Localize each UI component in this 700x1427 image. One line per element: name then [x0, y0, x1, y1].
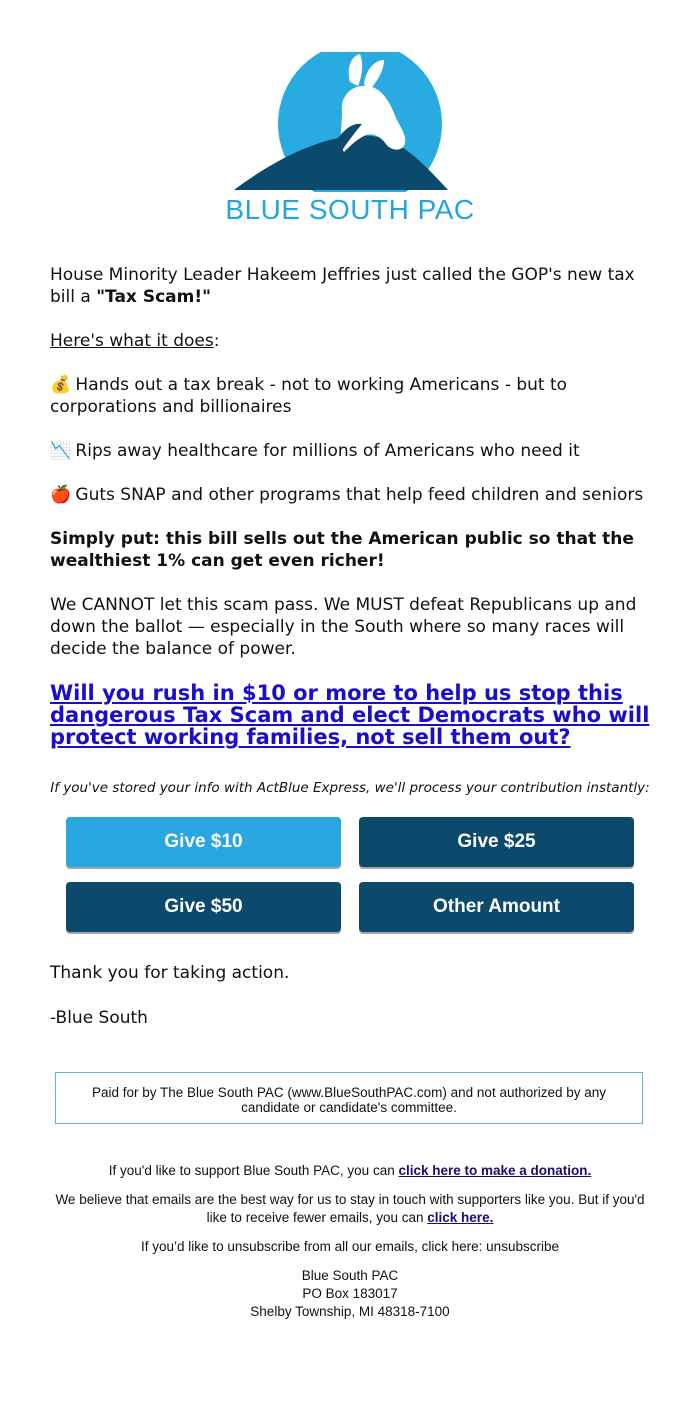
support-text: If you'd like to support Blue South PAC, you can	[108, 1163, 399, 1178]
donation-link[interactable]: click here to make a donation.	[398, 1163, 592, 1178]
give-10-button[interactable]: Give $10	[66, 817, 341, 867]
bullet-item	[50, 374, 652, 418]
fewer-emails-text: We believe that emails are the best way for us to stay in touch with supporters like you. But if you'd like to receive fewer emails, you can	[55, 1192, 645, 1225]
intro-bold: "Tax Scam!"	[96, 287, 211, 307]
bold-summary: Simply put: this bill sells out the American public so that the wealthiest 1% can get even richer!	[50, 529, 634, 571]
body-paragraph: We CANNOT let this scam pass. We MUST defeat Republicans up and down the ballot — especially in the South where so many races will decide the balance of power.	[50, 595, 637, 659]
intro-paragraph	[50, 264, 652, 308]
address-line: Blue South PAC	[301, 1268, 399, 1283]
section-heading-colon: :	[213, 331, 220, 351]
logo	[0, 40, 700, 240]
actblue-note: If you've stored your info with ActBlue Express, we'll process your contribution instantly:	[50, 780, 650, 796]
logo-text: BLUE SOUTH PAC	[225, 194, 475, 225]
section-heading	[50, 330, 652, 352]
mailing-address	[50, 1267, 650, 1321]
bullet-text: Guts SNAP and other programs that help feed children and seniors	[75, 485, 644, 505]
email-body	[50, 264, 652, 748]
donkey-logo-icon	[222, 52, 478, 192]
unsubscribe-text: If you’d like to unsubscribe from all our emails, click here:	[141, 1239, 487, 1254]
section-heading-text: Here's what it does	[50, 331, 214, 351]
fewer-emails-link[interactable]: click here.	[427, 1210, 494, 1225]
unsubscribe-link[interactable]: unsubscribe	[486, 1239, 559, 1254]
other-amount-button[interactable]: Other Amount	[359, 882, 634, 932]
closing	[50, 962, 652, 1052]
thanks-text: Thank you for taking action.	[50, 963, 290, 983]
bullet-text: Hands out a tax break - not to working Americans - but to corporations and billionaires	[50, 375, 568, 417]
money-bag-icon: 💰	[50, 375, 72, 395]
support-line	[50, 1162, 650, 1180]
paid-for-disclaimer: Paid for by The Blue South PAC (www.BlueSouthPAC.com) and not authorized by any candidate or candidate's committee.	[55, 1072, 643, 1124]
apple-icon: 🍎	[50, 485, 72, 505]
chart-decreasing-icon: 📉	[50, 441, 72, 461]
fewer-emails-line	[50, 1191, 650, 1227]
address-line: Shelby Township, MI 48318-7100	[250, 1304, 450, 1319]
address-line: PO Box 183017	[302, 1286, 398, 1301]
bullet-item	[50, 484, 652, 506]
intro-text: House Minority Leader Hakeem Jeffries just called the GOP's new tax bill a	[50, 265, 635, 307]
bullet-text: Rips away healthcare for millions of Americans who need it	[75, 441, 580, 461]
cta-donate-link[interactable]: Will you rush in $10 or more to help us stop this dangerous Tax Scam and elect Democrats who will protect working families, not sell them out?	[50, 681, 650, 749]
give-25-button[interactable]: Give $25	[359, 817, 634, 867]
signature: -Blue South	[50, 1008, 148, 1028]
unsubscribe-line	[50, 1238, 650, 1256]
bullet-item	[50, 440, 652, 462]
give-50-button[interactable]: Give $50	[66, 882, 341, 932]
footer	[50, 1162, 650, 1321]
